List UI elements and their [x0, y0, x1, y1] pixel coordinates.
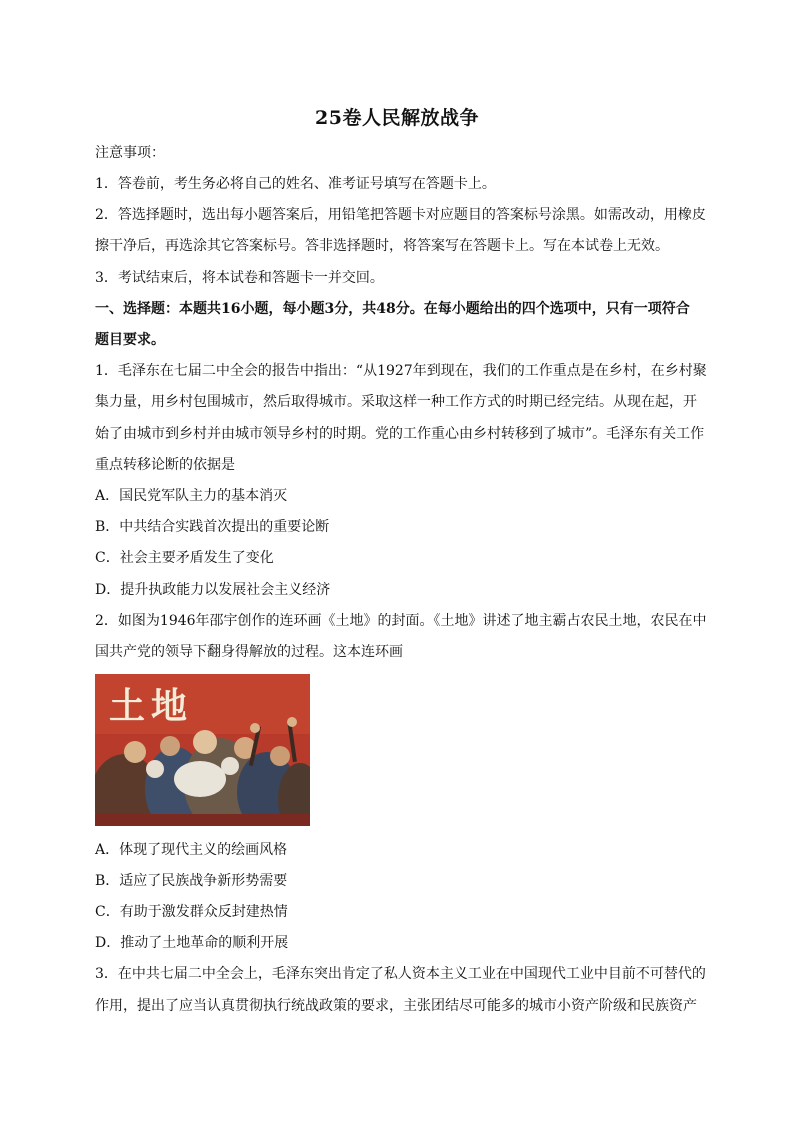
option-d: D．推动了土地革命的顺利开展	[95, 935, 289, 951]
option-d: D．提升执政能力以发展社会主义经济	[95, 582, 331, 598]
option-a: A．体现了现代主义的绘画风格	[95, 842, 288, 858]
question-stem: 重点转移论断的依据是	[95, 457, 235, 473]
cover-title: 土地	[109, 686, 194, 727]
page-title: 25卷人民解放战争	[315, 107, 479, 129]
question-stem: 国共产党的领导下翻身得解放的过程。这本连环画	[95, 644, 403, 660]
question-stem: 1．毛泽东在七届二中全会的报告中指出：“从1927年到现在，我们的工作重点是在乡村，在乡村聚	[95, 363, 707, 379]
note-line: 3．考试结束后，将本试卷和答题卡一并交回。	[95, 270, 384, 286]
option-a: A．国民党军队主力的基本消灭	[95, 488, 288, 504]
note-line: 2．答选择题时，选出每小题答案后，用铅笔把答题卡对应题目的答案标号涂黑。如需改动，用橡皮	[95, 207, 706, 223]
question-stem: 3．在中共七届二中全会上，毛泽东突出肯定了私人资本主义工业在中国现代工业中目前不可替代的	[95, 966, 706, 982]
question-stem: 2．如图为1946年邵宇创作的连环画《土地》的封面。《土地》讲述了地主霸占农民土地，农民在中	[95, 613, 707, 629]
comic-cover-image	[95, 674, 310, 826]
option-b: B．中共结合实践首次提出的重要论断	[95, 519, 330, 535]
note-line: 1．答卷前，考生务必将自己的姓名、准考证号填写在答题卡上。	[95, 176, 496, 192]
option-c: C．有助于激发群众反封建热情	[95, 904, 288, 920]
option-c: C．社会主要矛盾发生了变化	[95, 550, 274, 566]
notes-heading: 注意事项：	[95, 145, 165, 161]
section-heading: 一、选择题：本题共16小题，每小题3分，共48分。在每小题给出的四个选项中，只有一项符合	[95, 301, 690, 317]
note-line: 擦干净后，再选涂其它答案标号。答非选择题时，将答案写在答题卡上。写在本试卷上无效。	[95, 238, 669, 254]
option-b: B．适应了民族战争新形势需要	[95, 873, 288, 889]
question-stem: 集力量，用乡村包围城市，然后取得城市。采取这样一种工作方式的时期已经完结。从现在起，开	[95, 394, 697, 410]
question-stem: 作用，提出了应当认真贯彻执行统战政策的要求，主张团结尽可能多的城市小资产阶级和民族资产	[95, 998, 697, 1014]
question-stem: 始了由城市到乡村并由城市领导乡村的时期。党的工作重心由乡村转移到了城市”。毛泽东有关工作	[95, 426, 705, 442]
section-heading: 题目要求。	[95, 332, 165, 348]
